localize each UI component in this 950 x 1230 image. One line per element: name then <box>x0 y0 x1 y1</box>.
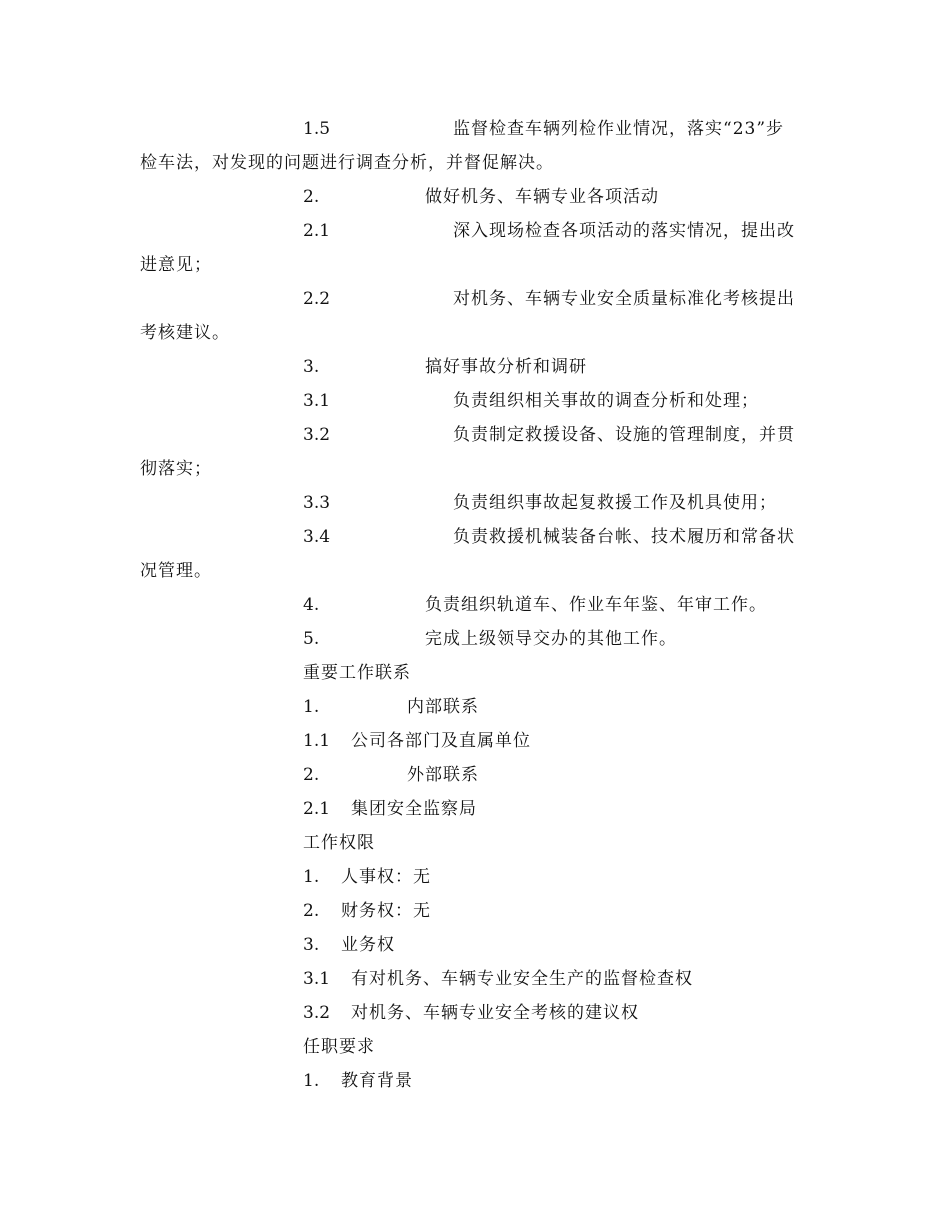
doc-line <box>0 554 950 588</box>
doc-line <box>0 962 950 996</box>
item-text: 有对机务、车辆专业安全生产的监督检查权 <box>351 969 693 989</box>
section-heading: 工作权限 <box>303 833 375 853</box>
doc-line <box>0 486 950 520</box>
doc-line <box>0 860 950 894</box>
doc-line <box>0 622 950 656</box>
doc-line <box>0 758 950 792</box>
item-number: 3.4 <box>303 527 331 547</box>
item-text: 财务权：无 <box>341 901 431 921</box>
item-text: 对机务、车辆专业安全质量标准化考核提出 <box>453 289 795 309</box>
item-text: 教育背景 <box>341 1071 413 1091</box>
item-number: 3. <box>303 935 320 955</box>
doc-line <box>0 112 950 146</box>
item-text: 负责救援机械装备台帐、技术履历和常备状 <box>453 527 795 547</box>
item-text: 负责组织事故起复救援工作及机具使用； <box>453 493 777 513</box>
continuation-text: 检车法，对发现的问题进行调查分析，并督促解决。 <box>140 153 554 173</box>
item-text: 深入现场检查各项活动的落实情况，提出改 <box>453 221 795 241</box>
item-text: 人事权：无 <box>341 867 431 887</box>
doc-line <box>0 180 950 214</box>
item-text: 做好机务、车辆专业各项活动 <box>425 187 659 207</box>
item-text: 业务权 <box>341 935 395 955</box>
doc-line <box>0 520 950 554</box>
item-text: 内部联系 <box>407 697 479 717</box>
doc-line <box>0 996 950 1030</box>
item-text: 外部联系 <box>407 765 479 785</box>
item-number: 5. <box>303 629 320 649</box>
document-page <box>0 112 950 1098</box>
doc-line <box>0 928 950 962</box>
section-heading: 重要工作联系 <box>303 663 411 683</box>
item-text: 监督检查车辆列检作业情况，落实“23”步 <box>453 119 785 139</box>
doc-line <box>0 214 950 248</box>
item-number: 1. <box>303 867 320 887</box>
item-number: 1.1 <box>303 731 331 751</box>
section-heading: 任职要求 <box>303 1037 375 1057</box>
doc-line <box>0 146 950 180</box>
item-text: 集团安全监察局 <box>351 799 477 819</box>
doc-line <box>0 826 950 860</box>
item-text: 负责组织相关事故的调查分析和处理； <box>453 391 759 411</box>
item-text: 公司各部门及直属单位 <box>351 731 531 751</box>
doc-line <box>0 1064 950 1098</box>
doc-line <box>0 1030 950 1064</box>
doc-line <box>0 282 950 316</box>
item-text: 对机务、车辆专业安全考核的建议权 <box>351 1003 639 1023</box>
item-number: 2. <box>303 187 320 207</box>
doc-line <box>0 350 950 384</box>
item-number: 4. <box>303 595 320 615</box>
item-number: 3.2 <box>303 425 331 445</box>
item-number: 2.2 <box>303 289 331 309</box>
item-text: 完成上级领导交办的其他工作。 <box>425 629 677 649</box>
item-number: 3. <box>303 357 320 377</box>
doc-line <box>0 894 950 928</box>
item-number: 3.2 <box>303 1003 331 1023</box>
doc-line <box>0 656 950 690</box>
continuation-text: 进意见； <box>140 255 212 275</box>
doc-line <box>0 418 950 452</box>
doc-line <box>0 248 950 282</box>
item-number: 1. <box>303 697 320 717</box>
item-number: 3.1 <box>303 969 331 989</box>
item-number: 2.1 <box>303 799 331 819</box>
doc-line <box>0 316 950 350</box>
item-number: 3.1 <box>303 391 331 411</box>
doc-line <box>0 588 950 622</box>
item-number: 3.3 <box>303 493 331 513</box>
continuation-text: 彻落实； <box>140 459 212 479</box>
item-number: 2.1 <box>303 221 331 241</box>
item-number: 2. <box>303 901 320 921</box>
doc-line <box>0 724 950 758</box>
doc-line <box>0 384 950 418</box>
item-number: 1.5 <box>303 119 331 139</box>
doc-line <box>0 690 950 724</box>
continuation-text: 考核建议。 <box>140 323 230 343</box>
item-text: 搞好事故分析和调研 <box>425 357 587 377</box>
item-text: 负责制定救援设备、设施的管理制度，并贯 <box>453 425 795 445</box>
continuation-text: 况管理。 <box>140 561 212 581</box>
item-text: 负责组织轨道车、作业车年鉴、年审工作。 <box>425 595 767 615</box>
item-number: 1. <box>303 1071 320 1091</box>
item-number: 2. <box>303 765 320 785</box>
doc-line <box>0 792 950 826</box>
doc-line <box>0 452 950 486</box>
